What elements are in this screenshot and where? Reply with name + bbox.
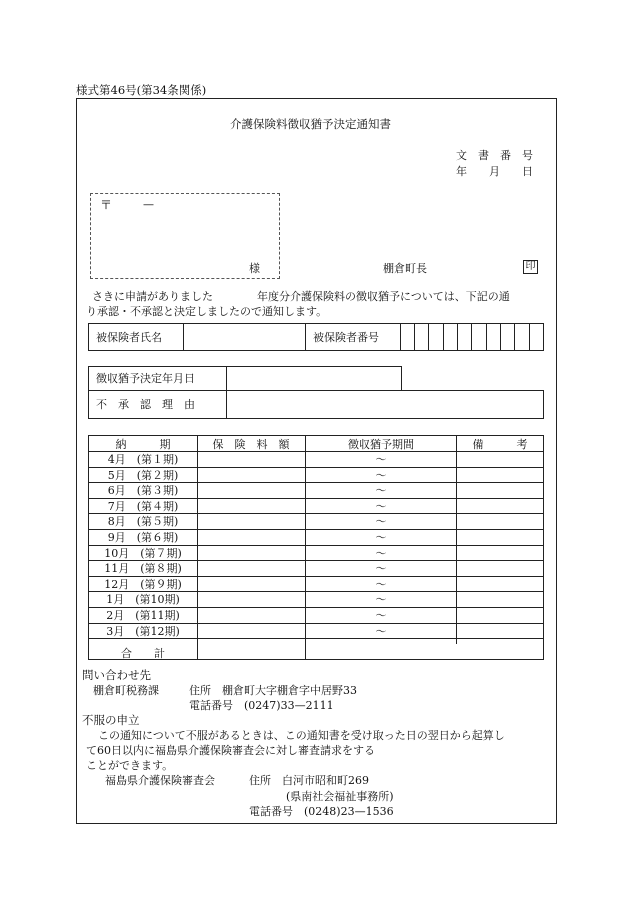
document-title: 介護保険料徴収猶予決定通知書: [230, 117, 391, 131]
insured-number-label: 被保険者番号: [313, 331, 379, 344]
deferral-tilde: ～: [375, 609, 387, 622]
installment-period: 2月 (第11期): [106, 609, 180, 622]
installment-period: 11月 (第８期): [104, 562, 182, 576]
installment-period: 7月 (第４期): [107, 499, 179, 513]
installment-period: 5月 (第２期): [107, 468, 179, 482]
deferral-tilde: ～: [375, 624, 387, 638]
header-due-period: 納 期: [115, 438, 171, 451]
deferral-tilde: ～: [375, 499, 387, 513]
deferral-tilde: ～: [375, 468, 387, 482]
installment-period: 9月 (第６期): [107, 531, 179, 544]
deferral-tilde: ～: [375, 577, 387, 591]
addressee-suffix: 様: [249, 262, 260, 275]
review-board-name: 福島県介護保険審査会: [105, 774, 215, 787]
total-label: 合 計: [121, 647, 165, 660]
postal-mark: 〒: [100, 198, 113, 212]
review-board-phone: 電話番号 (0248)23—1536: [249, 805, 394, 818]
installment-period: 12月 (第９期): [104, 577, 182, 591]
decision-date-label: 徴収猶予決定年月日: [96, 372, 195, 385]
objection-line-1: この通知について不服があるときは、この通知書を受け取った日の翌日から起算し: [98, 729, 505, 742]
rejection-reason-label: 不 承 認 理 由: [96, 398, 195, 411]
installment-period: 10月 (第７期): [104, 546, 182, 560]
deferral-tilde: ～: [375, 484, 387, 498]
contact-heading: 問い合わせ先: [82, 668, 151, 682]
review-board-address-note: (県南社会福祉事務所): [286, 790, 394, 803]
installment-period: 3月 (第12期): [106, 624, 180, 638]
contact-address: 住所 棚倉町大字棚倉字中居野33: [189, 684, 357, 697]
objection-heading: 不服の申立: [82, 713, 140, 727]
seal-mark: 印: [523, 260, 538, 274]
intro-line-1: さきに申請がありました 年度分介護保険料の徴収猶予については、下記の通: [92, 290, 510, 303]
intro-line-2: り承認・不承認と決定しましたので通知します。: [86, 305, 328, 318]
review-board-address: 住所 白河市昭和町269: [249, 774, 369, 787]
installment-period: 6月 (第３期): [107, 484, 179, 498]
deferral-tilde: ～: [375, 546, 387, 560]
deferral-tilde: ～: [375, 453, 387, 466]
contact-phone: 電話番号 (0247)33—2111: [189, 699, 334, 712]
installment-period: 4月 (第１期): [107, 453, 179, 466]
header-remarks: 備 考: [472, 438, 528, 451]
objection-line-2: て60日以内に福島県介護保険審査会に対し審査請求をする: [86, 744, 375, 757]
deferral-tilde: ～: [375, 531, 387, 544]
issuer-name: 棚倉町長: [383, 262, 427, 275]
header-deferral-period: 徴収猶予期間: [348, 438, 414, 451]
deferral-tilde: ～: [375, 562, 387, 576]
postal-dash: —: [143, 198, 154, 211]
insured-name-label: 被保険者氏名: [96, 331, 162, 344]
deferral-tilde: ～: [375, 593, 387, 607]
deferral-tilde: ～: [375, 515, 387, 529]
document-number-label: 文 書 番 号: [456, 149, 533, 162]
installment-period: 8月 (第５期): [107, 515, 179, 529]
date-label: 年 月 日: [456, 165, 533, 178]
form-number-label: 様式第46号(第34条関係): [76, 83, 207, 97]
installment-period: 1月 (第10期): [106, 593, 180, 607]
contact-office: 棚倉町税務課: [93, 684, 159, 697]
header-premium-amount: 保 険 料 額: [212, 438, 290, 451]
objection-line-3: ことができます。: [86, 759, 174, 772]
